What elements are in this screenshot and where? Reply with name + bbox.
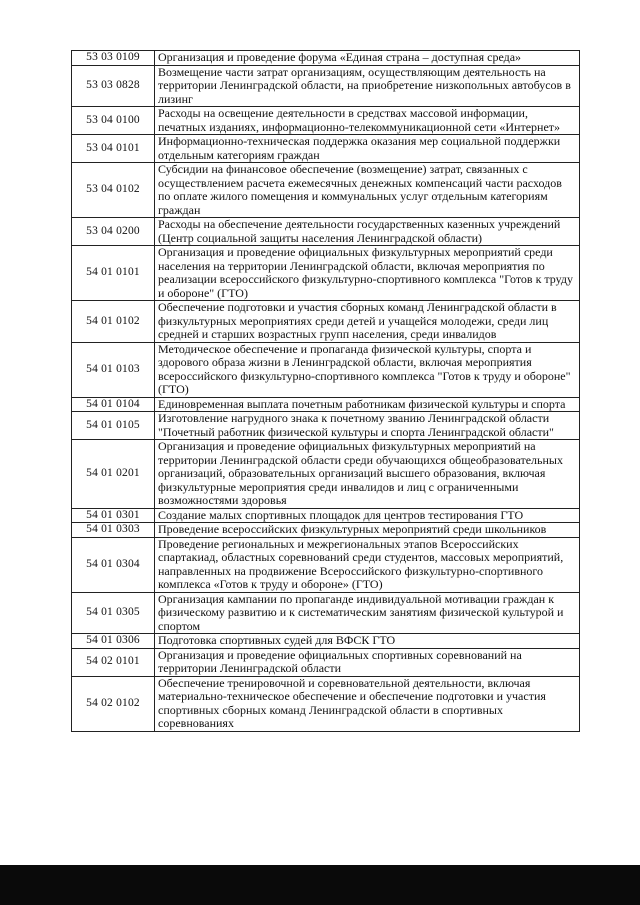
description-cell: Обеспечение подготовки и участия сборных команд Ленинградской области в физкультурных мероприятиях среди детей и учащейся молодежи, среди лиц средней и старших возрастных групп населения, среди инвалидов	[155, 301, 580, 343]
budget-code-cell: 54 01 0306	[72, 634, 155, 649]
description-cell: Обеспечение тренировочной и соревновательной деятельности, включая материально-техническое обеспечение и обеспечение подготовки и участия спортивных сборных команд Ленинградской области в спортивных соревнованиях	[155, 676, 580, 731]
description-cell: Изготовление нагрудного знака к почетному званию Ленинградской области "Почетный работник физической культуры и спорта Ленинградской области"	[155, 412, 580, 440]
budget-code-cell: 54 02 0101	[72, 648, 155, 676]
table-row	[72, 107, 580, 135]
description-cell: Расходы на обеспечение деятельности государственных казенных учреждений (Центр социальной защиты населения Ленинградской области)	[155, 218, 580, 246]
table-row	[72, 537, 580, 592]
table-row	[72, 412, 580, 440]
table-row	[72, 508, 580, 523]
description-cell: Методическое обеспечение и пропаганда физической культуры, спорта и здорового образа жизни в Ленинградской области, включая мероприятия всероссийского физкультурно-спортивного комплекса "Готов к труду и обороне" (ГТО)	[155, 342, 580, 397]
budget-code-cell: 54 01 0303	[72, 523, 155, 538]
table-row	[72, 676, 580, 731]
budget-code-cell: 53 04 0101	[72, 135, 155, 163]
budget-code-cell: 54 01 0201	[72, 440, 155, 509]
description-cell: Организация кампании по пропаганде индивидуальной мотивации граждан к физическому развитию и к систематическим занятиям физической культурой и спортом	[155, 592, 580, 634]
budget-codes-table	[71, 50, 580, 732]
table-row	[72, 218, 580, 246]
budget-code-cell: 54 01 0301	[72, 508, 155, 523]
description-cell: Расходы на освещение деятельности в средствах массовой информации, печатных изданиях, информационно-телекоммуникационной сети «Интернет»	[155, 107, 580, 135]
description-cell: Организация и проведение официальных спортивных соревнований на территории Ленинградской области	[155, 648, 580, 676]
budget-code-cell: 53 03 0109	[72, 51, 155, 66]
budget-code-cell: 53 04 0200	[72, 218, 155, 246]
table-row	[72, 135, 580, 163]
description-cell: Создание малых спортивных площадок для центров тестирования ГТО	[155, 508, 580, 523]
description-cell: Возмещение части затрат организациям, осуществляющим деятельность на территории Ленинградской области, на приобретение низкопольных автобусов в лизинг	[155, 65, 580, 107]
description-cell: Проведение региональных и межрегиональных этапов Всероссийских спартакиад, областных соревнований среди студентов, массовых мероприятий, направленных на продвижение Всероссийского физкультурно-спортивного комплекса «Готов к труду и обороне» (ГТО)	[155, 537, 580, 592]
scan-bottom-border	[0, 865, 640, 905]
table-row	[72, 163, 580, 218]
budget-code-cell: 53 04 0100	[72, 107, 155, 135]
budget-code-cell: 54 01 0105	[72, 412, 155, 440]
table-row	[72, 523, 580, 538]
budget-code-cell: 54 01 0104	[72, 397, 155, 412]
description-cell: Единовременная выплата почетным работникам физической культуры и спорта	[155, 397, 580, 412]
table-row	[72, 51, 580, 66]
table-body	[72, 51, 580, 732]
table-row	[72, 634, 580, 649]
description-cell: Субсидии на финансовое обеспечение (возмещение) затрат, связанных с осуществлением расчета ежемесячных денежных компенсаций части расходов по оплате жилого помещения и коммунальных услуг отдельным категориям граждан	[155, 163, 580, 218]
description-cell: Организация и проведение официальных физкультурных мероприятий на территории Ленинградской области среди обучающихся общеобразовательных организаций, образовательных организаций высшего образования, включая физкультурные мероприятия среди инвалидов и лиц с ограниченными возможностями здоровья	[155, 440, 580, 509]
description-cell: Организация и проведение форума «Единая страна – доступная среда»	[155, 51, 580, 66]
budget-code-cell: 54 01 0101	[72, 246, 155, 301]
table-row	[72, 440, 580, 509]
budget-code-cell: 53 04 0102	[72, 163, 155, 218]
table-row	[72, 592, 580, 634]
description-cell: Информационно-техническая поддержка оказания мер социальной поддержки отдельным категориям граждан	[155, 135, 580, 163]
description-cell: Подготовка спортивных судей для ВФСК ГТО	[155, 634, 580, 649]
description-cell: Проведение всероссийских физкультурных мероприятий среди школьников	[155, 523, 580, 538]
table-row	[72, 648, 580, 676]
budget-code-cell: 54 01 0103	[72, 342, 155, 397]
description-cell: Организация и проведение официальных физкультурных мероприятий среди населения на территории Ленинградской области, включая мероприятия по реализации всероссийского физкультурно-спортивного комплекса "Готов к труду и обороне" (ГТО)	[155, 246, 580, 301]
budget-code-cell: 53 03 0828	[72, 65, 155, 107]
budget-code-cell: 54 01 0304	[72, 537, 155, 592]
table-row	[72, 342, 580, 397]
table-row	[72, 246, 580, 301]
table-row	[72, 397, 580, 412]
budget-code-cell: 54 01 0102	[72, 301, 155, 343]
budget-code-cell: 54 02 0102	[72, 676, 155, 731]
table-row	[72, 65, 580, 107]
table-row	[72, 301, 580, 343]
budget-code-cell: 54 01 0305	[72, 592, 155, 634]
